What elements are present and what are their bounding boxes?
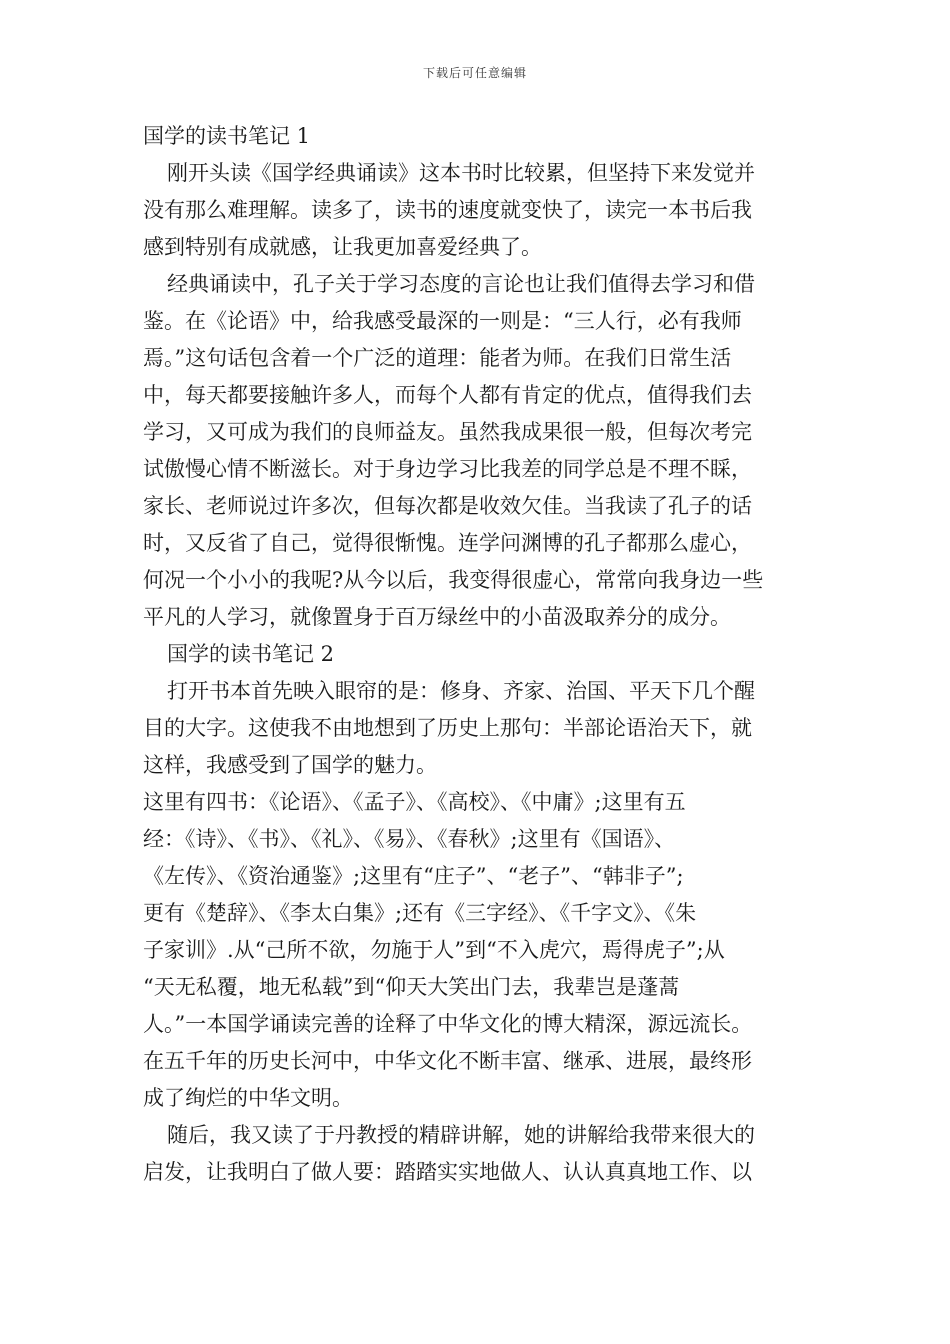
paragraph bbox=[143, 155, 823, 266]
text-line: 焉。”这句话包含着一个广泛的道理：能者为师。在我们日常生活 bbox=[143, 346, 732, 370]
text-line: 更有《楚辞》、《李太白集》;还有《三字经》、《千字文》、《朱 bbox=[143, 901, 697, 925]
text-line: 何况一个小小的我呢?从今以后，我变得很虚心，常常向我身边一些 bbox=[143, 568, 764, 592]
paragraph bbox=[143, 1117, 823, 1191]
text-line: 成了绚烂的中华文明。 bbox=[143, 1086, 353, 1110]
text-line: 中，每天都要接触许多人，而每个人都有肯定的优点，值得我们去 bbox=[143, 383, 752, 407]
text-line: 启发，让我明白了做人要：踏踏实实地做人、认认真真地工作、以 bbox=[143, 1160, 752, 1184]
text-line: 随后，我又读了于丹教授的精辟讲解，她的讲解给我带来很大的 bbox=[167, 1123, 755, 1147]
text-line: 家长、老师说过许多次，但每次都是收效欠佳。当我读了孔子的话 bbox=[143, 494, 752, 518]
text-line: 刚开头读《国学经典诵读》这本书时比较累，但坚持下来发觉并 bbox=[167, 161, 755, 185]
text-line: 子家训》.从“己所不欲，勿施于人”到“不入虎穴，焉得虎子”;从 bbox=[143, 938, 725, 962]
text-line: 在五千年的历史长河中，中华文化不断丰富、继承、进展，最终形 bbox=[143, 1049, 752, 1073]
text-line: 目的大字。这使我不由地想到了历史上那句：半部论语治天下，就 bbox=[143, 716, 752, 740]
text-line: 平凡的人学习，就像置身于百万绿丝中的小苗汲取养分的成分。 bbox=[143, 605, 731, 629]
paragraph bbox=[143, 266, 823, 636]
text-line: 人。”一本国学诵读完善的诠释了中华文化的博大精深，源远流长。 bbox=[143, 1012, 753, 1036]
text-line: 这样，我感受到了国学的魅力。 bbox=[143, 753, 437, 777]
text-line: 学习，又可成为我们的良师益友。虽然我成果很一般，但每次考完 bbox=[143, 420, 752, 444]
text-line: 时，又反省了自己，觉得很惭愧。连学问渊博的孔子都那么虚心， bbox=[143, 531, 752, 555]
section-title: 国学的读书笔记 2 bbox=[167, 642, 335, 666]
text-line: 没有那么难理解。读多了，读书的速度就变快了，读完一本书后我 bbox=[143, 198, 752, 222]
paragraph bbox=[143, 673, 823, 784]
text-line: 经：《诗》、《书》、《礼》、《易》、《春秋》;这里有《国语》、 bbox=[143, 827, 676, 851]
text-line: 《左传》、《资治通鉴》;这里有“庄子”、“老子”、“韩非子”; bbox=[143, 864, 684, 888]
text-line: 打开书本首先映入眼帘的是：修身、齐家、治国、平天下几个醒 bbox=[167, 679, 755, 703]
text-line: 感到特别有成就感，让我更加喜爱经典了。 bbox=[143, 235, 542, 259]
text-line: 试傲慢心情不断滋长。对于身边学习比我差的同学总是不理不睬， bbox=[143, 457, 752, 481]
text-line: 这里有四书：《论语》、《孟子》、《高校》、《中庸》;这里有五 bbox=[143, 790, 686, 814]
document-body bbox=[143, 118, 823, 1191]
text-line: “天无私覆，地无私载”到“仰天大笑出门去，我辈岂是蓬蒿 bbox=[143, 975, 680, 999]
paragraph bbox=[143, 784, 823, 1117]
text-line: 鉴。在《论语》中，给我感受最深的一则是：“三人行，必有我师 bbox=[143, 309, 742, 333]
section-title: 国学的读书笔记 1 bbox=[143, 124, 311, 148]
text-line: 经典诵读中，孔子关于学习态度的言论也让我们值得去学习和借 bbox=[167, 272, 755, 296]
page-header: 下载后可任意编辑 bbox=[422, 66, 527, 80]
